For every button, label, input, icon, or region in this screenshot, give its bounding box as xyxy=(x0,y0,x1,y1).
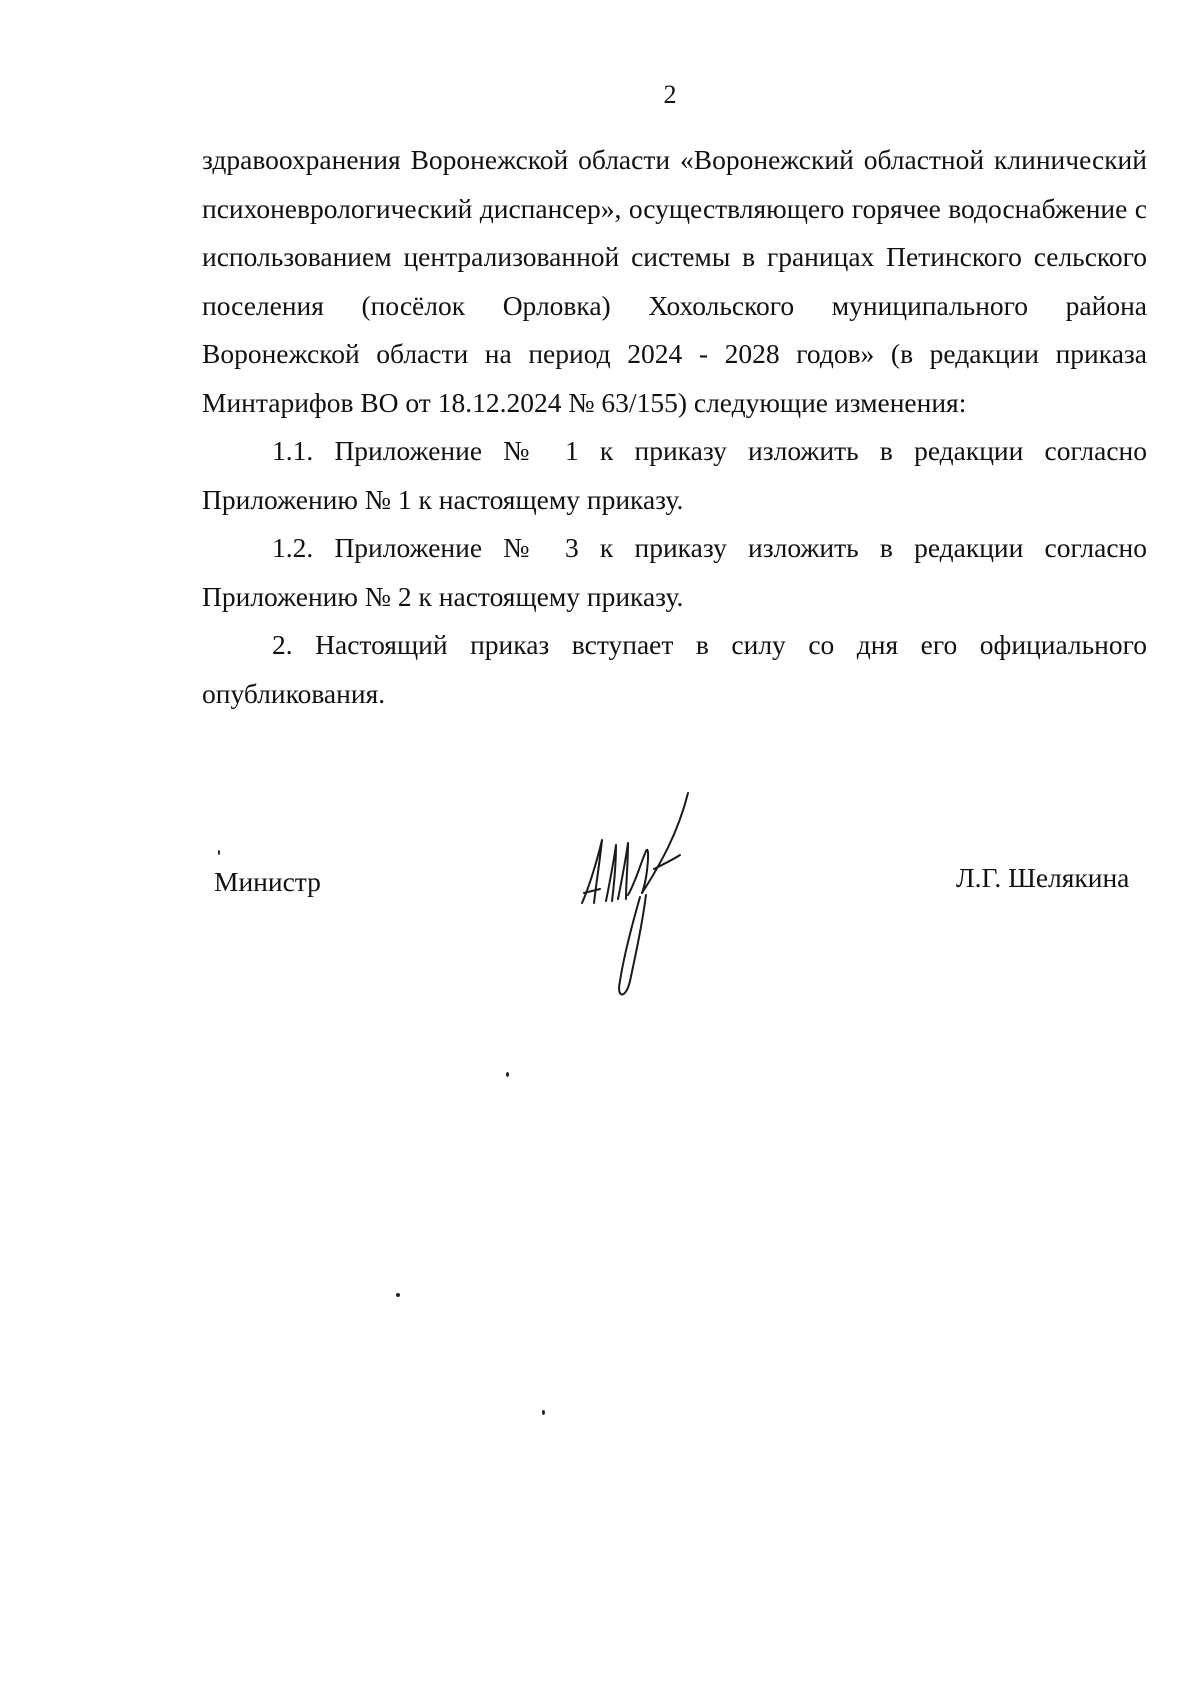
document-body xyxy=(202,136,1147,718)
scan-speck xyxy=(506,1072,509,1077)
signatory-title: Министр xyxy=(214,866,321,897)
paragraph-1-1: 1.1. Приложение № 1 к приказу изложить в редакции согласно Приложению № 1 к настоящему приказу. xyxy=(202,435,1147,515)
paragraph-1-2: 1.2. Приложение № 3 к приказу изложить в редакции согласно Приложению № 2 к настоящему приказу. xyxy=(202,532,1147,612)
scan-speck xyxy=(542,1410,545,1415)
signature-block xyxy=(0,862,1200,906)
page-number: 2 xyxy=(663,80,677,109)
signatory-name: Л.Г. Шелякина xyxy=(956,862,1130,893)
scan-speck xyxy=(218,850,220,855)
paragraph-intro: здравоохранения Воронежской области «Воронежский областной клинический психоневрологический диспансер», осуществляющего горячее водоснабжение с использованием централизованной системы в границах Петинского сельского поселения (посёлок Орловка) Хохольского муниципального района Воронежской области на период 2024 - 2028 годов» (в редакции приказа Минтарифов ВО от 18.12.2024 № 63/155) следующие изменения: xyxy=(202,144,1147,418)
paragraph-2: 2. Настоящий приказ вступает в силу со дня его официального опубликования. xyxy=(202,629,1147,709)
scan-speck xyxy=(396,1293,400,1297)
